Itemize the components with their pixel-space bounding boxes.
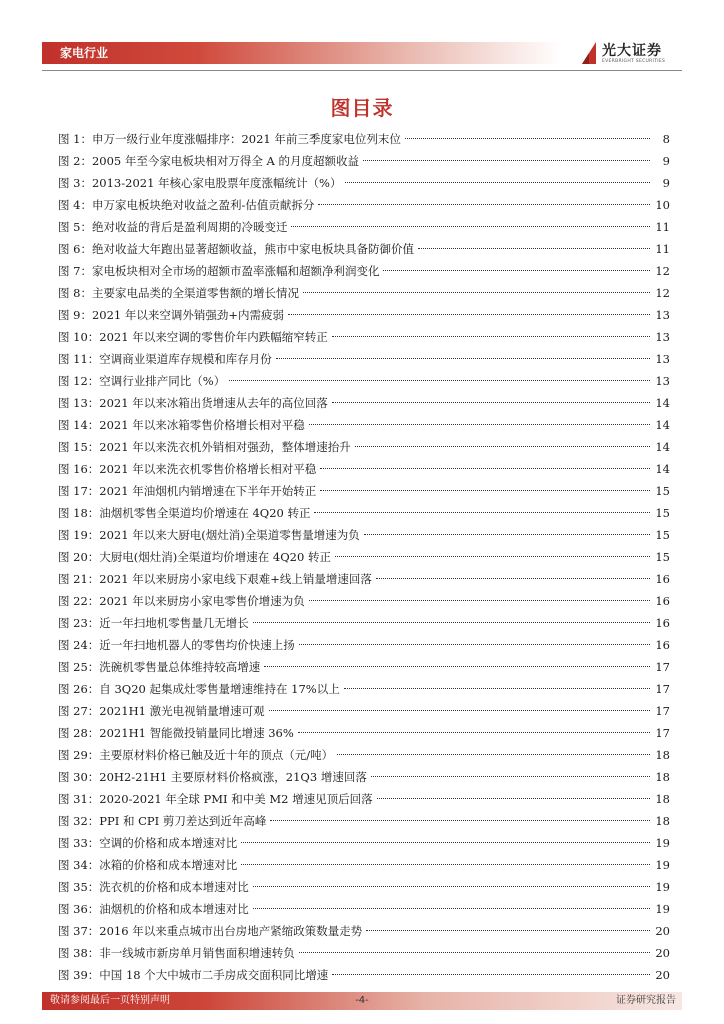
page-number: -4- xyxy=(355,995,369,1006)
toc-entry[interactable] xyxy=(58,788,670,810)
toc-entry-title: 空调商业渠道库存规模和库存月份 xyxy=(99,352,272,366)
toc-entry-page: 19 xyxy=(655,858,670,872)
toc-entry-title: 2021 年以来洗衣机外销相对强劲，整体增速抬升 xyxy=(99,440,351,454)
toc-entry-page: 13 xyxy=(655,330,670,344)
toc-entry[interactable] xyxy=(58,150,670,172)
toc-entry-title: 近一年扫地机器人的零售均价快速上扬 xyxy=(99,638,295,652)
toc-dot-leader xyxy=(376,578,650,579)
toc-entry-page: 15 xyxy=(655,484,670,498)
toc-entry-page: 12 xyxy=(655,264,670,278)
toc-entry-title: 2021 年以来冰箱零售价格增长相对平稳 xyxy=(99,418,305,432)
toc-entry[interactable] xyxy=(58,634,670,656)
toc-dot-leader xyxy=(332,336,650,337)
toc-dot-leader xyxy=(241,864,650,865)
toc-entry-title: 空调的价格和成本增速对比 xyxy=(99,836,238,850)
toc-entry-label: 图 33： xyxy=(58,836,100,850)
toc-entry-label: 图 25： xyxy=(58,660,100,674)
toc-dot-leader xyxy=(299,644,650,645)
toc-entry-title: 洗碗机零售量总体维持较高增速 xyxy=(99,660,261,674)
toc-entry[interactable] xyxy=(58,854,670,876)
toc-entry-title: 2013-2021 年核心家电股票年度涨幅统计（%） xyxy=(91,176,342,190)
toc-entry-label: 图 35： xyxy=(58,880,100,894)
toc-entry-title: 2021 年油烟机内销增速在下半年开始转正 xyxy=(99,484,317,498)
toc-entry-page: 18 xyxy=(655,814,670,828)
toc-dot-leader xyxy=(335,556,650,557)
toc-entry[interactable] xyxy=(58,568,670,590)
toc-dot-leader xyxy=(276,358,650,359)
toc-entry-label: 图 5： xyxy=(58,220,92,234)
toc-entry-page: 16 xyxy=(655,616,670,630)
toc-entry[interactable] xyxy=(58,832,670,854)
toc-entry-page: 18 xyxy=(655,792,670,806)
toc-entry[interactable] xyxy=(58,612,670,634)
page-title: 图目录 xyxy=(330,96,394,120)
toc-entry-page: 16 xyxy=(655,594,670,608)
toc-entry-label: 图 22： xyxy=(58,594,100,608)
toc-entry-title: PPI 和 CPI 剪刀差达到近年高峰 xyxy=(99,814,267,828)
toc-entry-title: 2016 年以来重点城市出台房地产紧缩政策数量走势 xyxy=(99,924,363,938)
toc-dot-leader xyxy=(264,666,650,667)
toc-entry-title: 主要原材料价格已触及近十年的顶点（元/吨） xyxy=(99,748,334,762)
toc-entry-page: 16 xyxy=(655,572,670,586)
toc-entry[interactable] xyxy=(58,128,670,150)
toc-dot-leader xyxy=(318,204,650,205)
toc-entry-label: 图 39： xyxy=(58,968,100,982)
toc-entry[interactable] xyxy=(58,722,670,744)
toc-dot-leader xyxy=(320,468,650,469)
toc-entry[interactable] xyxy=(58,546,670,568)
footer-doc-type: 证券研究报告 xyxy=(616,995,676,1006)
toc-dot-leader xyxy=(299,952,650,953)
toc-entry-page: 15 xyxy=(655,550,670,564)
toc-entry[interactable] xyxy=(58,964,670,986)
toc-entry-page: 11 xyxy=(655,220,670,234)
toc-entry-title: 2021 年以来厨房小家电零售价增速为负 xyxy=(99,594,305,608)
toc-entry-page: 17 xyxy=(655,682,670,696)
toc-entry-title: 2021 年以来空调外销强劲+内需疲弱 xyxy=(91,308,285,322)
toc-entry-label: 图 21： xyxy=(58,572,100,586)
toc-entry[interactable] xyxy=(58,194,670,216)
toc-entry-label: 图 17： xyxy=(58,484,100,498)
toc-entry-title: 绝对收益的背后是盈利周期的冷暖变迁 xyxy=(91,220,288,234)
toc-entry-title: 申万一级行业年度涨幅排序：2021 年前三季度家电位列末位 xyxy=(91,132,401,146)
toc-entry-title: 2021H1 激光电视销量增速可观 xyxy=(99,704,265,718)
toc-entry-title: 家电板块相对全市场的超额市盈率涨幅和超额净利润变化 xyxy=(91,264,380,278)
toc-dot-leader xyxy=(269,710,650,711)
toc-entry[interactable] xyxy=(58,260,670,282)
toc-dot-leader xyxy=(405,138,650,139)
toc-dot-leader xyxy=(364,534,650,535)
toc-dot-leader xyxy=(253,622,650,623)
toc-dot-leader xyxy=(383,270,650,271)
toc-entry-page: 19 xyxy=(655,880,670,894)
toc-entry-label: 图 7： xyxy=(58,264,92,278)
figure-table-of-contents xyxy=(58,128,670,986)
toc-entry[interactable] xyxy=(58,898,670,920)
toc-entry-title: 2021 年以来冰箱出货增速从去年的高位回落 xyxy=(99,396,328,410)
toc-entry-title: 2005 年至今家电板块相对万得全 A 的月度超额收益 xyxy=(91,154,360,168)
toc-entry-page: 18 xyxy=(655,770,670,784)
toc-dot-leader xyxy=(288,314,650,315)
toc-entry-label: 图 38： xyxy=(58,946,100,960)
toc-entry-page: 18 xyxy=(655,748,670,762)
toc-entry-title: 油烟机的价格和成本增速对比 xyxy=(99,902,249,916)
toc-entry-label: 图 16： xyxy=(58,462,100,476)
toc-entry-label: 图 24： xyxy=(58,638,100,652)
toc-entry[interactable] xyxy=(58,436,670,458)
toc-entry-page: 9 xyxy=(662,176,670,190)
toc-entry[interactable] xyxy=(58,238,670,260)
toc-entry-page: 14 xyxy=(655,462,670,476)
toc-entry-title: 空调行业排产同比（%） xyxy=(99,374,226,388)
toc-dot-leader xyxy=(298,732,650,733)
toc-entry-page: 17 xyxy=(655,726,670,740)
toc-entry-page: 14 xyxy=(655,440,670,454)
toc-dot-leader xyxy=(309,424,650,425)
toc-entry-label: 图 30： xyxy=(58,770,100,784)
toc-entry[interactable] xyxy=(58,700,670,722)
toc-entry-page: 12 xyxy=(655,286,670,300)
toc-entry[interactable] xyxy=(58,304,670,326)
toc-entry-title: 申万家电板块绝对收益之盈利-估值贡献拆分 xyxy=(91,198,315,212)
toc-entry[interactable] xyxy=(58,590,670,612)
toc-dot-leader xyxy=(241,842,650,843)
toc-entry[interactable] xyxy=(58,876,670,898)
toc-entry-page: 16 xyxy=(655,638,670,652)
toc-entry-title: 油烟机零售全渠道均价增速在 4Q20 转正 xyxy=(99,506,311,520)
toc-entry-label: 图 20： xyxy=(58,550,100,564)
toc-entry-label: 图 29： xyxy=(58,748,100,762)
toc-entry-title: 2021 年以来大厨电(烟灶消)全渠道零售量增速为负 xyxy=(99,528,360,542)
toc-entry-title: 近一年扫地机零售量几无增长 xyxy=(99,616,249,630)
toc-dot-leader xyxy=(332,402,650,403)
toc-entry-label: 图 26： xyxy=(58,682,100,696)
toc-entry-label: 图 3： xyxy=(58,176,92,190)
brand-name: 光大证券 xyxy=(602,43,662,59)
toc-dot-leader xyxy=(320,490,650,491)
toc-entry-label: 图 15： xyxy=(58,440,100,454)
toc-entry[interactable] xyxy=(58,216,670,238)
toc-entry-label: 图 19： xyxy=(58,528,100,542)
toc-entry-page: 8 xyxy=(662,132,670,146)
toc-entry[interactable] xyxy=(58,392,670,414)
toc-entry-label: 图 1： xyxy=(58,132,92,146)
toc-entry-label: 图 6： xyxy=(58,242,92,256)
toc-entry-label: 图 18： xyxy=(58,506,100,520)
toc-entry-label: 图 28： xyxy=(58,726,100,740)
toc-dot-leader xyxy=(309,600,650,601)
toc-entry-title: 20H2-21H1 主要原材料价格疯涨，21Q3 增速回落 xyxy=(99,770,367,784)
toc-entry-title: 绝对收益大年跑出显著超额收益，熊市中家电板块具备防御价值 xyxy=(91,242,414,256)
toc-entry-label: 图 10： xyxy=(58,330,100,344)
toc-entry-title: 2021 年以来空调的零售价年内跌幅缩窄转正 xyxy=(99,330,328,344)
brand-logo-icon xyxy=(580,40,598,66)
toc-entry-label: 图 13： xyxy=(58,396,100,410)
toc-dot-leader xyxy=(229,380,650,381)
toc-dot-leader xyxy=(253,886,650,887)
toc-entry-page: 17 xyxy=(655,660,670,674)
toc-dot-leader xyxy=(314,512,650,513)
toc-dot-leader xyxy=(253,908,650,909)
footer-disclaimer: 敬请参阅最后一页特别声明 xyxy=(50,995,170,1006)
toc-entry-label: 图 11： xyxy=(58,352,100,366)
toc-entry-title: 2021 年以来洗衣机零售价格增长相对平稳 xyxy=(99,462,317,476)
toc-entry-label: 图 9： xyxy=(58,308,92,322)
toc-entry[interactable] xyxy=(58,942,670,964)
toc-entry-title: 主要家电品类的全渠道零售额的增长情况 xyxy=(91,286,299,300)
toc-dot-leader xyxy=(377,798,650,799)
toc-entry[interactable] xyxy=(58,810,670,832)
toc-entry-title: 2020-2021 年全球 PMI 和中美 M2 增速见顶后回落 xyxy=(99,792,373,806)
toc-entry-page: 19 xyxy=(655,836,670,850)
toc-entry-title: 2021 年以来厨房小家电线下艰难+线上销量增速回落 xyxy=(99,572,372,586)
toc-entry[interactable] xyxy=(58,414,670,436)
toc-entry-title: 大厨电(烟灶消)全渠道均价增速在 4Q20 转正 xyxy=(99,550,331,564)
brand-subtitle: EVERBRIGHT SECURITIES xyxy=(602,59,666,64)
toc-entry-page: 15 xyxy=(655,506,670,520)
toc-entry-title: 自 3Q20 起集成灶零售量增速维持在 17%以上 xyxy=(99,682,340,696)
header-divider xyxy=(42,70,682,71)
toc-entry[interactable] xyxy=(58,678,670,700)
toc-dot-leader xyxy=(291,226,650,227)
section-tag: 家电行业 xyxy=(60,46,109,60)
toc-entry-title: 中国 18 个大中城市二手房成交面积同比增速 xyxy=(99,968,329,982)
toc-entry-page: 14 xyxy=(655,396,670,410)
toc-entry-page: 17 xyxy=(655,704,670,718)
toc-entry-label: 图 37： xyxy=(58,924,100,938)
toc-entry[interactable] xyxy=(58,920,670,942)
toc-dot-leader xyxy=(418,248,650,249)
toc-entry-label: 图 12： xyxy=(58,374,100,388)
toc-entry-label: 图 36： xyxy=(58,902,100,916)
toc-dot-leader xyxy=(337,754,650,755)
toc-entry-page: 20 xyxy=(655,968,670,982)
toc-entry[interactable] xyxy=(58,458,670,480)
toc-entry-title: 2021H1 智能微投销量同比增速 36% xyxy=(99,726,294,740)
toc-entry-title: 冰箱的价格和成本增速对比 xyxy=(99,858,238,872)
brand-logo xyxy=(580,40,690,70)
toc-entry-page: 9 xyxy=(662,154,670,168)
toc-entry-label: 图 2： xyxy=(58,154,92,168)
toc-entry[interactable] xyxy=(58,326,670,348)
toc-dot-leader xyxy=(303,292,650,293)
toc-entry-page: 15 xyxy=(655,528,670,542)
toc-entry[interactable] xyxy=(58,480,670,502)
toc-entry-title: 非一线城市新房单月销售面积增速转负 xyxy=(99,946,295,960)
toc-entry-label: 图 23： xyxy=(58,616,100,630)
toc-dot-leader xyxy=(371,776,650,777)
toc-entry[interactable] xyxy=(58,656,670,678)
toc-entry-page: 14 xyxy=(655,418,670,432)
toc-entry-page: 10 xyxy=(655,198,670,212)
toc-dot-leader xyxy=(270,820,650,821)
toc-entry-page: 13 xyxy=(655,352,670,366)
toc-entry-label: 图 34： xyxy=(58,858,100,872)
toc-entry-title: 洗衣机的价格和成本增速对比 xyxy=(99,880,249,894)
toc-dot-leader xyxy=(366,930,650,931)
toc-entry[interactable] xyxy=(58,524,670,546)
toc-entry-page: 13 xyxy=(655,308,670,322)
toc-entry-label: 图 14： xyxy=(58,418,100,432)
toc-entry[interactable] xyxy=(58,370,670,392)
toc-entry[interactable] xyxy=(58,766,670,788)
header-band xyxy=(42,42,562,64)
toc-dot-leader xyxy=(355,446,650,447)
toc-entry-label: 图 32： xyxy=(58,814,100,828)
toc-dot-leader xyxy=(344,688,650,689)
toc-entry-label: 图 27： xyxy=(58,704,100,718)
toc-entry[interactable] xyxy=(58,172,670,194)
toc-entry[interactable] xyxy=(58,348,670,370)
toc-entry-page: 19 xyxy=(655,902,670,916)
toc-entry-label: 图 8： xyxy=(58,286,92,300)
toc-entry-label: 图 31： xyxy=(58,792,100,806)
toc-entry-label: 图 4： xyxy=(58,198,92,212)
toc-dot-leader xyxy=(332,974,650,975)
toc-entry[interactable] xyxy=(58,744,670,766)
toc-dot-leader xyxy=(345,182,650,183)
toc-entry[interactable] xyxy=(58,282,670,304)
toc-entry[interactable] xyxy=(58,502,670,524)
toc-entry-page: 13 xyxy=(655,374,670,388)
toc-dot-leader xyxy=(363,160,650,161)
toc-entry-page: 20 xyxy=(655,946,670,960)
toc-entry-page: 11 xyxy=(655,242,670,256)
toc-entry-page: 20 xyxy=(655,924,670,938)
